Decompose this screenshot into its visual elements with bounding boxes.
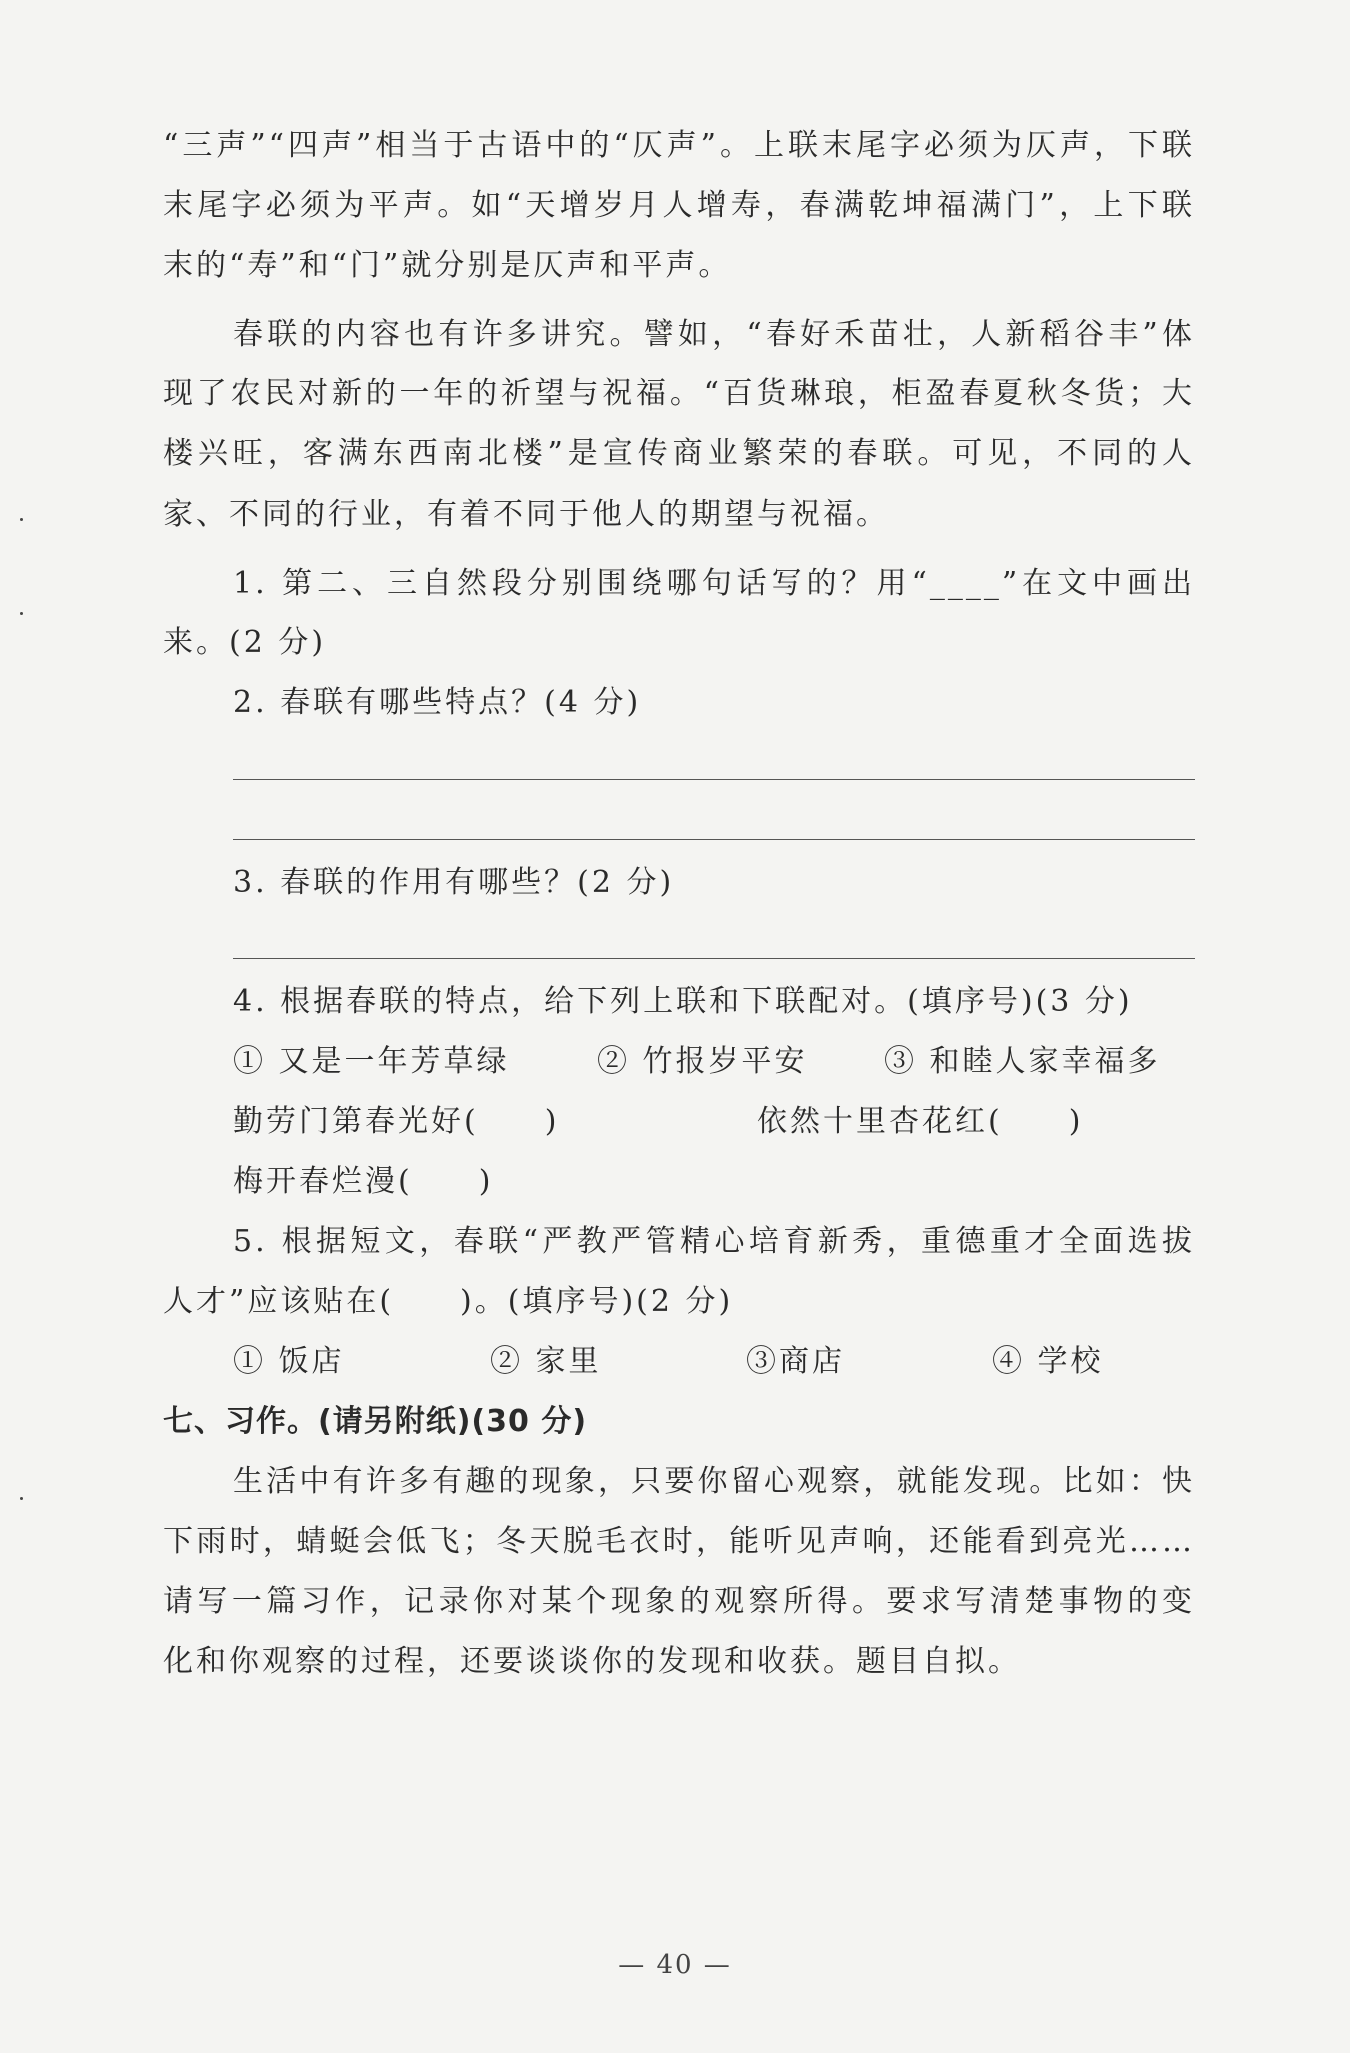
passage-line: 末的“寿”和“门”就分别是仄声和平声。 xyxy=(163,248,732,283)
question-3: 3. 春联的作用有哪些？(2 分) xyxy=(233,865,675,900)
prompt-line: 下雨时，蜻蜓会低飞；冬天脱毛衣时，能听见声响，还能看到亮光…… xyxy=(163,1524,1195,1559)
answer-line[interactable] xyxy=(233,958,1195,959)
question-2: 2. 春联有哪些特点？(4 分) xyxy=(233,685,642,720)
section-heading: 七、习作。(请另附纸)(30 分) xyxy=(163,1404,588,1439)
option-3: ③商店 xyxy=(746,1344,845,1379)
passage-line: 末尾字必须为平声。如“天增岁月人增寿，春满乾坤福满门”，上下联 xyxy=(163,188,1195,223)
passage-line: 家、不同的行业，有着不同于他人的期望与祝福。 xyxy=(163,497,889,532)
prompt-line: 化和你观察的过程，还要谈谈你的发现和收获。题目自拟。 xyxy=(163,1644,1021,1679)
option-1: ① 饭店 xyxy=(233,1344,345,1379)
passage-line: 春联的内容也有许多讲究。譬如，“春好禾苗壮，人新稻谷丰”体 xyxy=(233,317,1195,352)
prompt-line: 生活中有许多有趣的现象，只要你留心观察，就能发现。比如：快 xyxy=(233,1464,1195,1499)
match-item[interactable]: 依然十里杏花红( ) xyxy=(757,1104,1084,1139)
question-1: 1. 第二、三自然段分别围绕哪句话写的？用“____”在文中画出 xyxy=(233,566,1195,601)
question-4: 4. 根据春联的特点，给下列上联和下联配对。(填序号)(3 分) xyxy=(233,984,1133,1019)
match-item[interactable]: 勤劳门第春光好( ) xyxy=(233,1104,560,1139)
passage-line: 楼兴旺，客满东西南北楼”是宣传商业繁荣的春联。可见，不同的人 xyxy=(163,436,1195,471)
answer-line[interactable] xyxy=(233,779,1195,780)
margin-speck xyxy=(20,1497,23,1500)
passage-line: “三声”“四声”相当于古语中的“仄声”。上联末尾字必须为仄声，下联 xyxy=(163,128,1195,163)
prompt-line: 请写一篇习作，记录你对某个现象的观察所得。要求写清楚事物的变 xyxy=(163,1584,1195,1619)
option-2: ② 家里 xyxy=(490,1344,602,1379)
margin-speck xyxy=(20,518,23,521)
margin-speck xyxy=(20,612,23,615)
option-2: ② 竹报岁平安 xyxy=(597,1044,808,1079)
page-number: — 40 — xyxy=(618,1950,732,1980)
question-5: 5. 根据短文，春联“严教严管精心培育新秀，重德重才全面选拔 xyxy=(233,1224,1195,1259)
match-item[interactable]: 梅开春烂漫( ) xyxy=(233,1164,494,1199)
passage-line: 现了农民对新的一年的祈望与祝福。“百货琳琅，柜盈春夏秋冬货；大 xyxy=(163,376,1195,411)
option-1: ① 又是一年芳草绿 xyxy=(233,1044,510,1079)
option-3: ③ 和睦人家幸福多 xyxy=(884,1044,1161,1079)
answer-line[interactable] xyxy=(233,839,1195,840)
option-4: ④ 学校 xyxy=(992,1344,1104,1379)
question-1-cont: 来。(2 分) xyxy=(163,625,327,660)
question-5-cont[interactable]: 人才”应该贴在( )。(填序号)(2 分) xyxy=(163,1284,734,1319)
